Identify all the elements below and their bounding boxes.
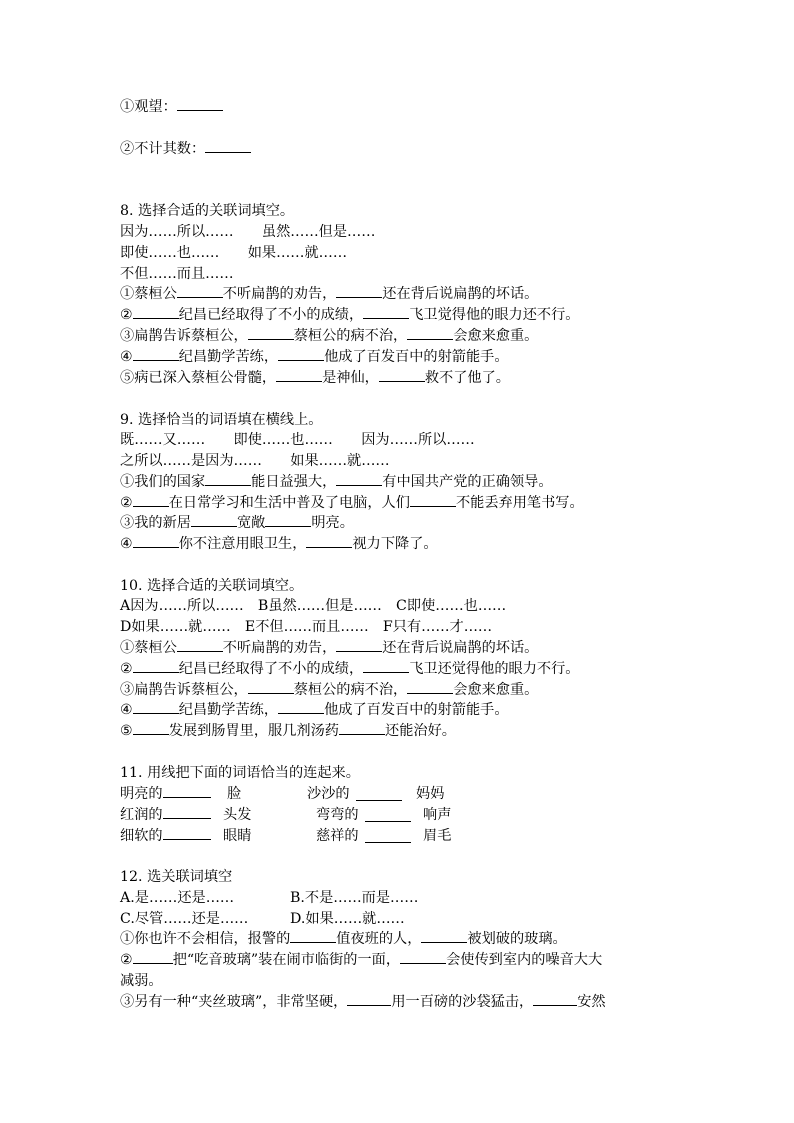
- q8-option-line: 因为……所以…… 虽然……但是……: [120, 224, 376, 240]
- answer-blank[interactable]: [339, 722, 385, 735]
- q7-item-a: ①观望：: [120, 97, 223, 117]
- answer-blank[interactable]: [278, 701, 324, 714]
- answer-blank[interactable]: [407, 681, 453, 694]
- answer-blank[interactable]: [278, 348, 324, 361]
- answer-blank[interactable]: [133, 306, 179, 319]
- answer-blank[interactable]: [336, 285, 382, 298]
- q8-option-line: 不但……而且……: [120, 266, 234, 282]
- answer-blank[interactable]: [421, 930, 467, 943]
- q12-item-3: ③另有一种“夹丝玻璃”，非常坚硬， 用一百磅的沙袋猛击， 安然: [120, 994, 606, 1010]
- answer-blank[interactable]: [363, 306, 409, 319]
- q12-option-line: A.是……还是…… B.不是……而是……: [120, 890, 419, 906]
- q10-title: 10. 选择合适的关联词填空。: [120, 578, 304, 594]
- answer-blank[interactable]: [177, 285, 223, 298]
- answer-blank[interactable]: [276, 369, 322, 382]
- answer-blank[interactable]: [133, 535, 179, 548]
- answer-blank[interactable]: [163, 827, 211, 840]
- answer-blank[interactable]: [133, 348, 179, 361]
- q7-item-b: ②不计其数：: [120, 139, 251, 159]
- q11-word[interactable]: 头发: [223, 807, 252, 823]
- answer-blank[interactable]: [133, 660, 179, 673]
- answer-blank[interactable]: [177, 639, 223, 652]
- q8-item-3: ③扁鹊告诉蔡桓公， 蔡桓公的病不治， 会愈来愈重。: [120, 328, 539, 344]
- q11-word[interactable]: 眉毛: [423, 828, 452, 844]
- q8-item-1: ①蔡桓公 不听扁鹊的劝告， 还在背后说扁鹊的坏话。: [120, 286, 539, 302]
- q11-word[interactable]: 脸: [227, 786, 242, 802]
- q8-item-4: ④ 纪昌勤学苦练， 他成了百发百中的射箭能手。: [120, 349, 509, 365]
- answer-blank[interactable]: [410, 494, 456, 507]
- q9-item-3: ③我的新居 宽敞 明亮。: [120, 515, 354, 531]
- answer-blank[interactable]: [133, 951, 173, 964]
- answer-blank[interactable]: [133, 701, 179, 714]
- answer-blank[interactable]: [290, 930, 336, 943]
- q10-item-1: ①蔡桓公 不听扁鹊的劝告， 还在背后说扁鹊的坏话。: [120, 640, 539, 656]
- q11-word[interactable]: 响声: [423, 807, 452, 823]
- q9-item-1: ①我们的国家 能日益强大， 有中国共产党的正确领导。: [120, 474, 553, 490]
- answer-blank[interactable]: [133, 722, 169, 735]
- q9-title: 9. 选择恰当的词语填在横线上。: [120, 412, 323, 428]
- q12-item-1: ①你也许不会相信，报警的 值夜班的人， 被划破的玻璃。: [120, 931, 567, 947]
- q8-title: 8. 选择合适的关联词填空。: [120, 203, 295, 219]
- answer-blank[interactable]: [163, 806, 211, 819]
- q8-option-line: 即使……也…… 如果……就……: [120, 245, 348, 261]
- answer-blank[interactable]: [533, 993, 577, 1006]
- answer-blank[interactable]: [400, 951, 446, 964]
- answer-blank[interactable]: [365, 830, 411, 843]
- q12-title: 12. 选关联词填空: [120, 869, 233, 885]
- q9-option-line: 之所以……是因为…… 如果……就……: [120, 453, 390, 469]
- answer-blank[interactable]: [163, 785, 211, 798]
- q10-option-line: D如果……就…… E不但……而且…… F只有……才……: [120, 619, 493, 635]
- q10-option-line: A因为……所以…… B虽然……但是…… C即使……也……: [120, 598, 507, 614]
- q9-option-line: 既……又…… 即使……也…… 因为……所以……: [120, 432, 475, 448]
- q11-row: 细软的 眼睛 慈祥的 眉毛: [120, 828, 452, 844]
- answer-blank[interactable]: [205, 140, 251, 153]
- q9-item-4: ④ 你不注意用眼卫生， 视力下降了。: [120, 536, 438, 552]
- answer-blank[interactable]: [306, 535, 352, 548]
- answer-blank[interactable]: [248, 681, 294, 694]
- answer-blank[interactable]: [336, 473, 382, 486]
- answer-blank[interactable]: [365, 809, 411, 822]
- q12-item-2-continued: 减弱。: [120, 973, 163, 989]
- q11-word[interactable]: 妈妈: [416, 786, 445, 802]
- answer-blank[interactable]: [191, 514, 237, 527]
- q11-row: 明亮的 脸 沙沙的 妈妈: [120, 786, 445, 802]
- answer-blank[interactable]: [177, 98, 223, 111]
- q10-item-2: ② 纪昌已经取得了不小的成绩， 飞卫还觉得他的眼力不行。: [120, 661, 580, 677]
- q11-word[interactable]: 眼睛: [223, 828, 252, 844]
- q12-item-2: ② 把“吃音玻璃”装在闹市临街的一面， 会使传到室内的噪音大大: [120, 952, 603, 968]
- answer-blank[interactable]: [133, 494, 169, 507]
- answer-blank[interactable]: [356, 788, 402, 801]
- q11-row: 红润的 头发 弯弯的 响声: [120, 807, 452, 823]
- q10-item-4: ④ 纪昌勤学苦练， 他成了百发百中的射箭能手。: [120, 702, 509, 718]
- answer-blank[interactable]: [336, 639, 382, 652]
- answer-blank[interactable]: [265, 514, 311, 527]
- q9-item-2: ② 在日常学习和生活中普及了电脑，人们 不能丢弃用笔书写。: [120, 495, 584, 511]
- q11-title: 11. 用线把下面的词语恰当的连起来。: [120, 765, 360, 781]
- q10-item-5: ⑤ 发展到肠胃里，服几剂汤药 还能治好。: [120, 723, 456, 739]
- answer-blank[interactable]: [248, 327, 294, 340]
- q12-option-line: C.尽管……还是…… D.如果……就……: [120, 911, 405, 927]
- q8-item-5: ⑤病已深入蔡桓公骨髓， 是神仙， 救不了他了。: [120, 370, 510, 386]
- q10-item-3: ③扁鹊告诉蔡桓公， 蔡桓公的病不治， 会愈来愈重。: [120, 682, 539, 698]
- answer-blank[interactable]: [205, 473, 251, 486]
- q8-item-2: ② 纪昌已经取得了不小的成绩， 飞卫觉得他的眼力还不行。: [120, 307, 580, 323]
- answer-blank[interactable]: [347, 993, 391, 1006]
- answer-blank[interactable]: [379, 369, 425, 382]
- answer-blank[interactable]: [363, 660, 409, 673]
- answer-blank[interactable]: [407, 327, 453, 340]
